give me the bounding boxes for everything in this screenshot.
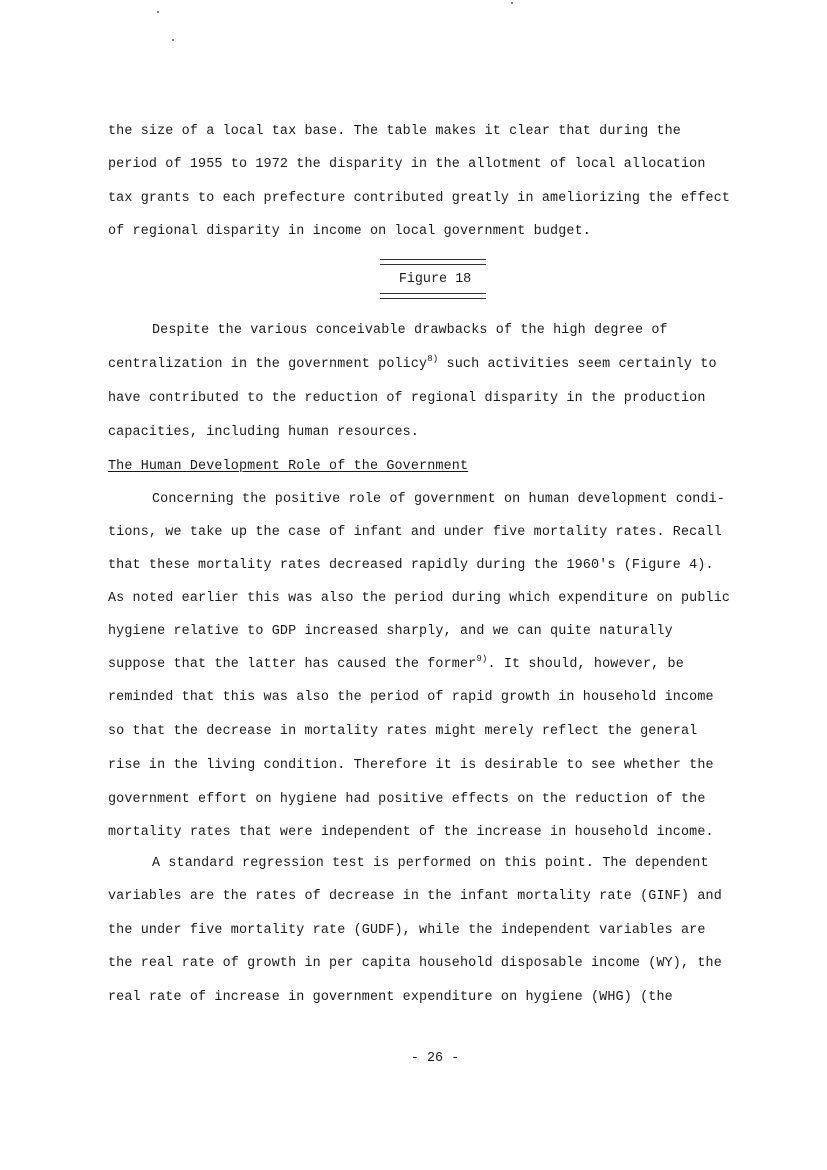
body-text-line: A standard regression test is performed on this point. The dependent — [152, 856, 709, 871]
figure-label: Figure 18 — [398, 272, 472, 287]
body-text-line: the under five mortality rate (GUDF), while the independent variables are — [108, 923, 706, 938]
section-heading: The Human Development Role of the Government — [108, 459, 469, 474]
body-text-line: tax grants to each prefecture contributed greatly in ameliorizing the effect — [108, 191, 731, 206]
body-text-line: rise in the living condition. Therefore it is desirable to see whether the — [108, 758, 714, 773]
page-number: - 26 - — [410, 1051, 460, 1066]
figure-rule-top — [380, 259, 486, 265]
body-text-line: the size of a local tax base. The table makes it clear that during the — [108, 124, 681, 139]
body-text-line: have contributed to the reduction of regional disparity in the production — [108, 391, 706, 406]
scan-speck — [172, 39, 174, 41]
body-text-line: Despite the various conceivable drawbacks of the high degree of — [152, 323, 668, 338]
body-text-line: reminded that this was also the period of rapid growth in household income — [108, 690, 714, 705]
figure-rule-bottom — [380, 293, 486, 299]
body-text-line: the real rate of growth in per capita household disposable income (WY), the — [108, 956, 722, 971]
body-text-segment: . It should, however, be — [487, 657, 684, 672]
body-text-line: so that the decrease in mortality rates might merely reflect the general — [108, 724, 698, 739]
scan-speck — [157, 11, 159, 13]
body-text-line — [108, 354, 758, 373]
body-text-line: period of 1955 to 1972 the disparity in the allotment of local allocation — [108, 157, 706, 172]
body-text-segment: such activities seem certainly to — [438, 357, 717, 372]
body-text-line: variables are the rates of decrease in the infant mortality rate (GINF) and — [108, 889, 722, 904]
body-text-segment: suppose that the latter has caused the former — [108, 657, 477, 672]
body-text-line: real rate of increase in government expenditure on hygiene (WHG) (the — [108, 990, 673, 1005]
body-text-line: hygiene relative to GDP increased sharply, and we can quite naturally — [108, 624, 673, 639]
body-text-line: mortality rates that were independent of the increase in household income. — [108, 825, 714, 840]
body-text-line: As noted earlier this was also the period during which expenditure on public — [108, 591, 731, 606]
footnote-marker: 8) — [427, 354, 439, 364]
body-text-line: capacities, including human resources. — [108, 425, 420, 440]
body-text-line: that these mortality rates decreased rapidly during the 1960's (Figure 4). — [108, 558, 714, 573]
body-text-line: Concerning the positive role of government on human development condi- — [152, 492, 725, 507]
body-text-line: of regional disparity in income on local government budget. — [108, 224, 591, 239]
scan-speck — [511, 2, 513, 4]
body-text-line: tions, we take up the case of infant and under five mortality rates. Recall — [108, 525, 722, 540]
body-text-line: government effort on hygiene had positive effects on the reduction of the — [108, 792, 706, 807]
body-text-segment: centralization in the government policy — [108, 357, 428, 372]
footnote-marker: 9) — [476, 654, 488, 664]
body-text-line — [108, 654, 758, 673]
